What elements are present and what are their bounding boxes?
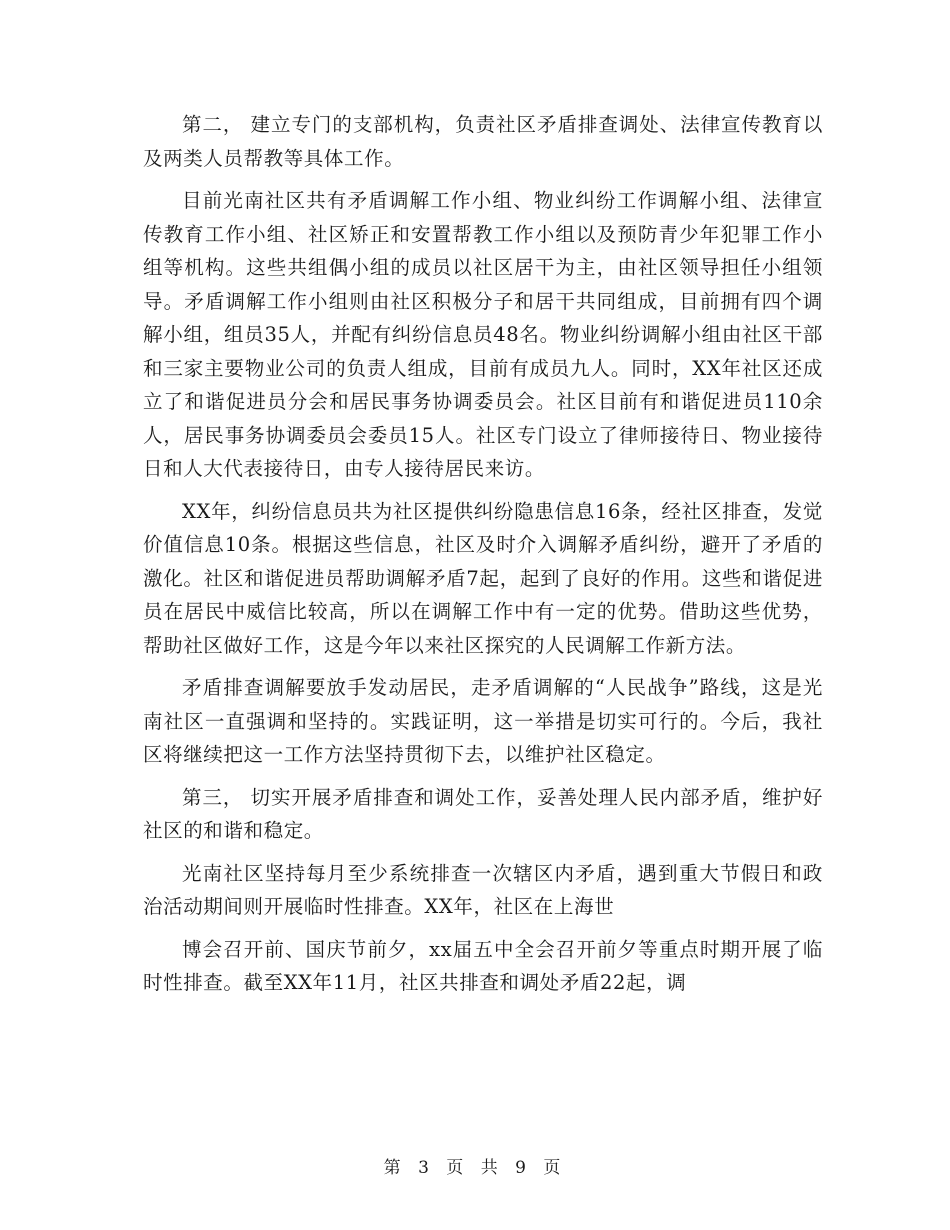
paragraph-2: 目前光南社区共有矛盾调解工作小组、物业纠纷工作调解小组、法律宣传教育工作小组、社区矫正和安置帮教工作小组以及预防青少年犯罪工作小组等机构。这些共组偶小组的成员以社区居干为主，由社区领导担任小组领导。矛盾调解工作小组则由社区积极分子和居干共同组成，目前拥有四个调解小组，组员35人，并配有纠纷信息员48名。物业纠纷调解小组由社区干部和三家主要物业公司的负责人组成，目前有成员九人。同时，XX年社区还成立了和谐促进员分会和居民事务协调委员会。社区目前有和谐促进员110余人，居民事务协调委员会委员15人。社区专门设立了律师接待日、物业接待日和人大代表接待日，由专人接待居民来访。: [143, 189, 823, 480]
paragraph-5: 第三， 切实开展矛盾排查和调处工作，妥善处理人民内部矛盾，维护好社区的和谐和稳定。: [143, 785, 823, 842]
document-body: [143, 108, 823, 1009]
page-footer: [0, 1153, 950, 1178]
page-number: 第 3 页 共 9 页: [383, 1158, 567, 1178]
paragraph-3: XX年，纠纷信息员共为社区提供纠纷隐患信息16条，经社区排查，发觉价值信息10条。根据这些信息，社区及时介入调解矛盾纠纷，避开了矛盾的激化。社区和谐促进员帮助调解矛盾7起，起到了良好的作用。这些和谐促进员在居民中威信比较高，所以在调解工作中有一定的优势。借助这些优势，帮助社区做好工作，这是今年以来社区探究的人民调解工作新方法。: [143, 499, 823, 657]
paragraph-6: 光南社区坚持每月至少系统排查一次辖区内矛盾，遇到重大节假日和政治活动期间则开展临时性排查。XX年，社区在上海世: [143, 861, 823, 918]
paragraph-1: 第二， 建立专门的支部机构，负责社区矛盾排查调处、法律宣传教育以及两类人员帮教等具体工作。: [143, 113, 823, 170]
paragraph-7: 博会召开前、国庆节前夕，xx届五中全会召开前夕等重点时期开展了临时性排查。截至XX年11月，社区共排查和调处矛盾22起，调: [143, 937, 823, 994]
paragraph-4: 矛盾排查调解要放手发动居民，走矛盾调解的“人民战争”路线，这是光南社区一直强调和坚持的。实践证明，这一举措是切实可行的。今后，我社区将继续把这一工作方法坚持贯彻下去，以维护社区稳定。: [143, 676, 823, 766]
